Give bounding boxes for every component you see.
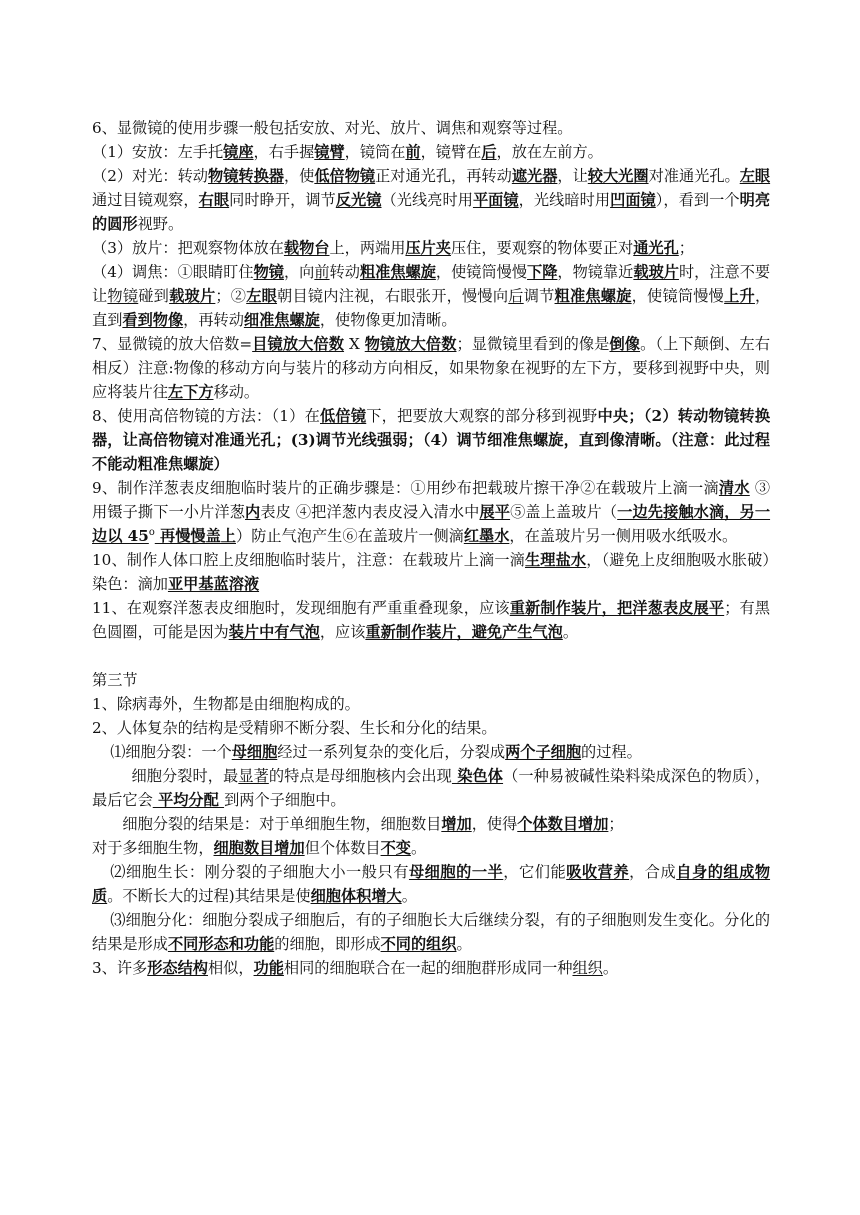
key-term: 低倍物镜 [314,167,376,185]
key-term: 压片夹 [405,239,451,257]
text-run: 下，把要放大观察的部分移到视野 [366,407,598,425]
s3-item-2 [92,716,770,740]
key-term: 不变 [380,839,411,857]
key-term: 生理盐水 [524,551,587,569]
key-term: 一边先接触水滴，另一边以 45 [92,503,771,545]
key-term: 载玻片 [633,263,679,281]
text-run: ，直到 [92,287,771,329]
text-run: （光线亮时用 [381,191,473,209]
key-term: 上升 [724,287,755,305]
emphasis-text: 后 [508,287,524,305]
key-term: 功能 [253,959,284,977]
text-run: 的过程。 [581,743,642,761]
key-term: 不同形态和功能 [167,935,275,953]
text-run: （2）对光：转动 [92,167,208,185]
text-run: 1、除病毒外，生物都是由细胞构成的。 [92,695,360,713]
step-1-placement [92,140,770,164]
text-run: ，它们能 [503,863,567,881]
text-run: 的细胞，即形成 [274,935,381,953]
text-run: ，使镜筒慢慢 [631,287,725,305]
text-run: 2、人体复杂的结构是受精卵不断分裂、生长和分化的结果。 [92,719,497,737]
cell-growth [92,860,770,908]
text-run: 。 [410,839,427,857]
emphasis-text: 明亮的圆形 [92,191,771,233]
key-term: 左眼 [739,167,771,185]
key-term: 装片中有气泡 [228,623,320,641]
key-term: 亚甲基蓝溶液 [167,575,260,593]
key-term: 重新制作装片，把洋葱表皮展平 [509,599,725,617]
text-run: （一种易被碱性染料染成深色的物质），最后它会 [92,767,771,809]
key-term: 吸收营养 [566,863,630,881]
text-run: 3、许多 [92,959,148,977]
text-run: 表皮 ④把洋葱内表皮浸入清水中 [260,503,480,521]
emphasis-text: o [148,526,155,538]
key-term: 较大光圈 [587,167,649,185]
text-run: ；有黑色圆圈，可能是因为 [92,599,771,641]
key-term: 物镜转换器 [208,167,284,185]
text-run: （3）放片：把观察物体放在 [92,239,284,257]
text-run: ，使镜筒慢慢 [435,263,528,281]
key-term: 母细胞的一半 [408,863,504,881]
step-3-slide [92,236,770,260]
emphasis-text: 组织 [572,959,603,977]
text-run: ，向 [283,263,315,281]
s3-item-1 [92,692,770,716]
emphasis-text: 前 [314,263,330,281]
text-run: 。 [456,935,472,953]
text-run: ⑵细胞生长：刚分裂的子细胞大小一般只有 [110,863,409,881]
key-term: 两个子细胞 [505,743,582,761]
step-2-light [92,164,770,236]
text-run: ，让 [557,167,588,185]
text-run: 时，注意不要让 [92,263,771,305]
text-run: 视野。 [137,215,184,233]
emphasis-text: 显著 [238,767,269,785]
key-term: 目镜放大倍数 [252,335,345,353]
text-run: ，再转动 [183,311,244,329]
text-run: ，镜臂在 [420,143,482,161]
text-run: ，使得 [471,815,518,833]
text-run: ⑴细胞分裂：一个 [110,743,232,761]
cell-differentiation [92,908,770,956]
text-run: ，（避免上皮细胞吸水胀破）染色：滴加 [92,551,771,593]
key-term: 自身的组成物质 [92,863,771,905]
text-run: 碰到 [138,287,170,305]
text-run: 转动 [329,263,360,281]
text-run: 。 [562,623,578,641]
key-term: 倒像 [609,335,641,353]
text-run: 对于多细胞生物， [92,839,214,857]
section-gap [92,644,770,668]
key-term: 清水 [718,479,750,497]
key-term: 低倍镜 [320,407,367,425]
text-run: ，右手握 [253,143,315,161]
text-run: ；显微镜里看到的像是 [456,335,610,353]
key-term: 不同的组织 [380,935,457,953]
key-term: 反光镜 [335,191,382,209]
text-run: ；② [215,287,247,305]
key-term: 细胞数目增加 [213,839,305,857]
text-run: 经过一系列复杂的变化后，分裂成 [277,743,506,761]
text-run: 正对通光孔，再转动 [375,167,512,185]
text-run: 。不断长大的过程)其结果是使 [107,887,311,905]
key-term: 染色体 [451,767,504,785]
key-term: 左眼 [246,287,278,305]
key-term: 形态结构 [147,959,208,977]
text-run: 。 [602,959,619,977]
text-run: 朝目镜内注视，右眼张开，慢慢向 [277,287,509,305]
cell-division-result [92,812,770,836]
key-term: 右眼 [198,191,230,209]
text-run: ，合成 [629,863,677,881]
text-run: ； [608,815,624,833]
item-11 [92,596,770,644]
key-term: 粗准焦螺旋 [554,287,632,305]
emphasis-text: 中央；（2）转动物镜转换器，让高倍物镜对准通光孔；(3)调节光线强弱；（4）调节细准焦螺旋，直到像清晰。（注意：此过程不能动粗准焦螺旋） [92,407,771,473]
key-term: 物镜放大倍数 [364,335,457,353]
key-term: 下降 [527,263,558,281]
text-run: 对准通光孔。 [648,167,740,185]
text-run: ，放在左前方。 [496,143,603,161]
item-10 [92,548,770,596]
document-page [92,116,770,980]
key-term: 镜座 [223,143,254,161]
cell-division [92,740,770,764]
text-run: 移动。 [213,383,260,401]
text-run: 细胞分裂的结果是：对于单细胞生物，细胞数目 [122,815,442,833]
key-term: 内 [245,503,261,521]
text-run: 细胞分裂时，最 [131,767,239,785]
cell-division-feature [92,764,770,812]
text-run: ，在盖玻片另一侧用吸水纸吸水。 [509,527,738,545]
text-run: 压住，要观察的物体要正对 [450,239,634,257]
text-run: 相同的细胞联合在一起的细胞群形成同一种 [283,959,573,977]
text-run: ⑤盖上盖玻片（ [510,503,618,521]
text-run: ，光线暗时用 [518,191,611,209]
text-run: 调节 [523,287,555,305]
text-run: （4）调焦：①眼睛盯住 [92,263,254,281]
key-term: 载物台 [283,239,330,257]
text-run: 上，两端用 [329,239,406,257]
text-run: 第三节 [92,671,138,689]
key-term: 物镜 [253,263,284,281]
text-run: ③用镊子撕下一小片洋葱 [92,479,771,521]
key-term: 平面镜 [472,191,519,209]
item-6 [92,116,770,140]
item-8 [92,404,770,476]
cell-division-result-multi [92,836,770,860]
key-term: 展平 [479,503,511,521]
key-term: 镜臂 [314,143,345,161]
text-run: 。（上下颠倒、左右相反）注意:物像的移动方向与装片的移动方向相反，如果物象在视野的左下方，要移到视野中央，则应将装片往 [92,335,771,401]
text-run: 但个体数目 [304,839,381,857]
key-term: 再慢慢盖上 [154,527,236,545]
text-run: 的特点是母细胞核内会出现 [268,767,452,785]
key-term: 看到物像 [122,311,184,329]
emphasis-text: 物镜 [107,287,139,305]
text-run: 通过目镜观察， [92,191,199,209]
text-run: 同时睁开，调节 [229,191,336,209]
s3-item-3 [92,956,770,980]
item-9 [92,476,770,548]
key-term: 左下方 [167,383,214,401]
key-term: 粗准焦螺旋 [359,263,436,281]
key-term: 细胞体积增大 [310,887,402,905]
key-term: 增加 [441,815,472,833]
key-term: 平均分配 [152,791,225,809]
text-run: ，镜筒在 [344,143,406,161]
text-run: 。 [401,887,417,905]
text-run: 7、显微镜的放大倍数= [92,335,253,353]
text-run: ，物镜靠近 [557,263,634,281]
key-term: 载玻片 [169,287,216,305]
text-run: ，使物像更加清晰。 [319,311,457,329]
key-term: 前 [405,143,421,161]
text-run: ，应该 [319,623,366,641]
text-run: 8、使用高倍物镜的方法：（1）在 [92,407,320,425]
text-run: ，使 [283,167,315,185]
text-run: 相似， [207,959,254,977]
step-4-focus [92,260,770,332]
text-run: 到两个子细胞中。 [224,791,346,809]
text-run: 9、制作洋葱表皮细胞临时装片的正确步骤是：①用纱布把载玻片擦干净②在载玻片上滴一滴 [92,479,719,497]
key-term: 母细胞 [231,743,278,761]
key-term: 细准焦螺旋 [243,311,320,329]
text-run: 11、在观察洋葱表皮细胞时，发现细胞有严重重叠现象，应该 [92,599,510,617]
item-7 [92,332,770,404]
text-run: ； [678,239,694,257]
key-term: 个体数目增加 [517,815,609,833]
text-run: 6、显微镜的使用步骤一般包括安放、对光、放片、调焦和观察等过程。 [92,119,573,137]
key-term: 遮光器 [511,167,558,185]
text-run: X [344,335,365,353]
key-term: 后 [481,143,497,161]
text-run: ）防止气泡产生⑥在盖玻片一侧滴 [236,527,464,545]
key-term: 重新制作装片，避免产生气泡 [365,623,563,641]
key-term: 凹面镜 [610,191,656,209]
text-run: 10、制作人体口腔上皮细胞临时装片，注意：在载玻片上滴一滴 [92,551,525,569]
text-run: （1）安放：左手托 [92,143,224,161]
text-run: ⑶细胞分化：细胞分裂成子细胞后，有的子细胞长大后继续分裂，有的子细胞则发生变化。分化的结果是形成 [92,911,770,953]
key-term: 红墨水 [463,527,510,545]
section-heading [92,668,770,692]
key-term: 通光孔 [633,239,679,257]
text-run: ），看到一个 [655,191,740,209]
